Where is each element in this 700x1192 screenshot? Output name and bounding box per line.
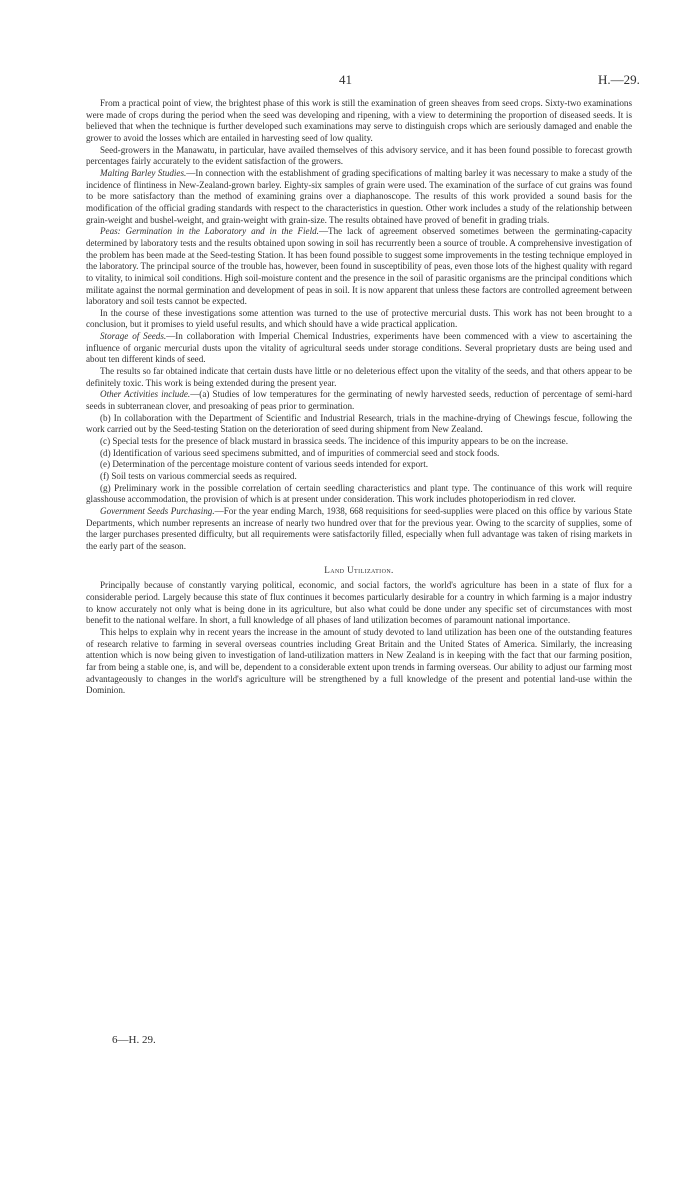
document-code: H.—29. bbox=[598, 72, 640, 87]
paragraph-text: —In collaboration with Imperial Chemical Industries, experiments have been commenced with a view to ascertaining the influence of organic mercurial dusts upon the vitality of agricultural seeds under storage conditions. Several proprietary dusts are being used and about ten different kinds of seed. bbox=[86, 331, 632, 365]
paragraph-lead: Malting Barley Studies. bbox=[100, 167, 187, 178]
paragraph bbox=[86, 627, 632, 697]
paragraph-text: (d) Identification of various seed specimens submitted, and of impurities of commercial seed and stock foods. bbox=[100, 447, 500, 458]
paragraph bbox=[86, 366, 632, 389]
footer-signature: 6—H. 29. bbox=[112, 1034, 156, 1046]
paragraph-text: —The lack of agreement observed sometimes between the germinating-capacity determined by laboratory tests and the results obtained upon sowing in soil has recurrently been a source of trouble. A comprehensive investigation of the problem has been made at the Seed-testing Station. It has been found possible to suggest some improvements in the testing technique employed in the laboratory. The principal source of the trouble has, however, been found in susceptibility of peas, even those lots of the highest quality with regard to vitality, to inimical soil conditions. High soil-moisture content and the presence in the soil of parasitic organisms are the principal conditions which militate against the normal germination and development of peas in soil. It is now apparent that unless these factors are controlled agreement between laboratory and soil tests cannot be expected. bbox=[86, 226, 632, 307]
paragraph bbox=[86, 436, 632, 448]
paragraph bbox=[86, 580, 632, 627]
paragraph-text: —In connection with the establishment of grading specifications of malting barley it was necessary to make a study of the incidence of flintiness in New-Zealand-grown barley. Eighty-six samples of grain were used. The examination of the surface of cut grains was found to be more satisfactory than the method of examining grains over a diaphanoscope. The results of this work provided a sound basis for the modification of the official grading standards with respect to the characteristics in question. Other work includes a study of the relationship between grain-weight and bushel-weight, and grain-weight with grain-size. The results obtained have proved of benefit in grading trials. bbox=[86, 167, 633, 225]
paragraph-text: (g) Preliminary work in the possible correlation of certain seedling characteristics and plant type. The continuance of this work will require glasshouse accommodation, the provision of which is at present under consideration. This work includes photoperiodism in red clover. bbox=[86, 482, 632, 505]
paragraph-text: (f) Soil tests on various commercial seeds as required. bbox=[100, 471, 297, 481]
paragraph-text: Seed-growers in the Manawatu, in particular, have availed themselves of this advisory service, and it has been found possible to forecast growth percentages fairly accurately to the evident satisfaction of the growers. bbox=[86, 144, 632, 167]
paragraph bbox=[86, 459, 632, 471]
paragraph bbox=[86, 506, 632, 553]
paragraph bbox=[86, 389, 632, 412]
paragraph-text: (c) Special tests for the presence of black mustard in brassica seeds. The incidence of this impurity appears to be on the increase. bbox=[100, 436, 568, 447]
paragraph-text: (b) In collaboration with the Department of Scientific and Industrial Research, trials in the machine-drying of Chewings fescue, following the work carried out by the Seed-testing Station on the deterioration of seed during shipment from New Zealand. bbox=[86, 412, 632, 435]
document-body bbox=[86, 98, 632, 697]
paragraph-lead: Government Seeds Purchasing. bbox=[100, 505, 215, 516]
paragraph-text: —(a) Studies of low temperatures for the germinating of newly harvested seeds, reduction of percentage of semi-hard seeds in subterranean clover, and presoaking of peas prior to germination. bbox=[86, 389, 632, 412]
paragraph bbox=[86, 168, 632, 226]
paragraph-text: In the course of these investigations some attention was turned to the use of protective mercurial dusts. This work has not been brought to a conclusion, but it promises to yield useful results, and which should have a wide practical application. bbox=[86, 307, 632, 330]
paragraph-lead: Storage of Seeds. bbox=[100, 331, 167, 342]
section-spacer bbox=[86, 553, 632, 563]
paragraph bbox=[86, 413, 632, 436]
paragraph-text: —For the year ending March, 1938, 668 requisitions for seed-supplies were placed on this office by various State Departments, which number represents an increase of nearly two hundred over that for the previous year. Owing to the scarcity of supplies, some of the larger purchases presented difficulty, but all requirements were satisfactorily filled, especially when full advantage was taken of rising markets in the early part of the season. bbox=[86, 505, 632, 551]
paragraph-text: From a practical point of view, the brightest phase of this work is still the examination of green sheaves from seed crops. Sixty-two examinations were made of crops during the period when the seed was developing and ripening, with a view to determining the proportion of diseased seeds. It is believed that when the technique is further developed such examinations may serve to distinguish crops which are seriously damaged and enable the grower to avoid the losses which are entailed in harvesting seed of low quality. bbox=[86, 98, 632, 143]
paragraph-text: Principally because of constantly varying political, economic, and social factors, the world's agriculture has been in a state of flux for a considerable period. Largely because this state of flux continues it becomes particularly desirable for a country in which farming is a major industry to know accurately not only what is being done in its agriculture, but also what could be done under any specific set of circumstances with most benefit to the national welfare. In short, a full knowledge of all phases of land utilization becomes of paramount national importance. bbox=[86, 580, 632, 626]
paragraph bbox=[86, 471, 632, 483]
paragraph-lead: Other Activities include. bbox=[100, 389, 191, 400]
paragraph-text: (e) Determination of the percentage moisture content of various seeds intended for export. bbox=[100, 459, 429, 470]
paragraph bbox=[86, 98, 632, 145]
paragraph bbox=[86, 145, 632, 168]
page-number: 41 bbox=[339, 72, 352, 87]
paragraph bbox=[86, 483, 632, 506]
paragraph-text: The results so far obtained indicate that certain dusts have little or no deleterious effect upon the vitality of the seeds, and that others appear to be definitely toxic. This work is being extended during the present year. bbox=[86, 366, 632, 388]
paragraph bbox=[86, 331, 632, 366]
section-heading: Land Utilization. bbox=[324, 564, 394, 575]
paragraph-text: This helps to explain why in recent years the increase in the amount of study devoted to land utilization has been one of the outstanding features of research relative to farming in several overseas countries including Great Britain and the United States of America. Similarly, the increasing attention which is now being given to investigation of land-utilization matters in New Zealand is in keeping with the fact that our farming position, far from being a stable one, is, and will be, dependent to a considerable extent upon trends in farming overseas. Our ability to adjust our farming most advantageously to changes in the world's agriculture will be strengthened by a full knowledge of the present and potential land-use within the Dominion. bbox=[86, 626, 632, 696]
paragraph bbox=[86, 226, 632, 308]
paragraph-lead: Peas: Germination in the Laboratory and in the Field. bbox=[100, 226, 319, 237]
paragraph bbox=[86, 308, 632, 331]
paragraph bbox=[86, 448, 632, 460]
